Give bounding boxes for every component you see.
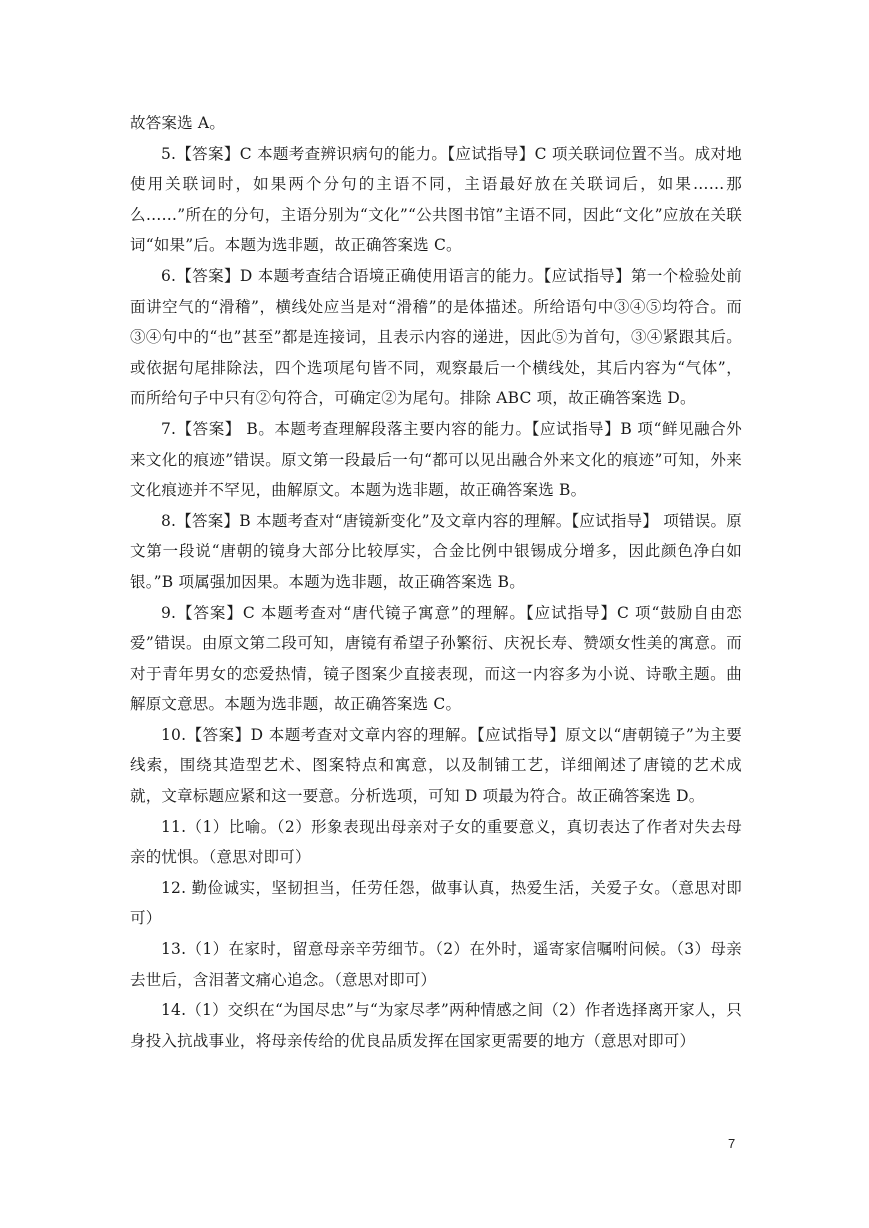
paragraph-answer-4-tail: 故答案选 A。 — [130, 114, 226, 132]
paragraph-answer-7: 7.【答案】 B。本题考查理解段落主要内容的能力。【应试指导】B 项“鲜见融合外来文化的痕迹”错误。原文第一段最后一句“都可以见出融合外来文化的痕迹”可知，外来文化痕迹并不罕见，曲解原文。本题为选非题，故正确答案选 B。 — [130, 419, 742, 500]
paragraph-answer-9: 9.【答案】C 本题考查对“唐代镜子寓意”的理解。【应试指导】C 项“鼓励自由恋爱”错误。由原文第二段可知，唐镜有希望子孙繁衍、庆祝长寿、赞颂女性美的寓意。而对于青年男女的恋爱热情，镜子图案少直接表现，而这一内容多为小说、诗歌主题。曲解原文意思。本题为选非题，故正确答案选 C。 — [130, 603, 742, 714]
paragraph-answer-11: 11.（1）比喻。（2）形象表现出母亲对子女的重要意义，真切表达了作者对失去母亲的忧惧。（意思对即可） — [130, 817, 742, 867]
paragraph-answer-14: 14.（1）交织在“为国尽忠”与“为家尽孝”两种情感之间（2）作者选择离开家人，只身投入抗战事业，将母亲传给的优良品质发挥在国家更需要的地方（意思对即可） — [130, 1001, 742, 1050]
page-number: 7 — [728, 1136, 736, 1151]
paragraph-answer-5: 5.【答案】C 本题考查辨识病句的能力。【应试指导】C 项关联词位置不当。成对地使用关联词时，如果两个分句的主语不同，主语最好放在关联词后，如果……那么……”所在的分句，主语分别为“文化”“公共图书馆”主语不同，因此“文化”应放在关联词“如果”后。本题为选非题，故正确答案选 C。 — [130, 144, 742, 255]
paragraph-answer-6: 6.【答案】D 本题考查结合语境正确使用语言的能力。【应试指导】第一个检验处前面讲空气的“滑稽”，横线处应当是对“滑稽”的是体描述。所给语句中③④⑤均符合。而③④句中的“也”甚至”都是连接词，且表示内容的递进，因此⑤为首句，③④紧跟其后。或依据句尾排除法，四个选项尾句皆不同，观察最后一个横线处，其后内容为“气体”，而所给句子中只有②句符合，可确定②为尾句。排除 ABC 项，故正确答案选 D。 — [130, 266, 742, 408]
paragraph-answer-8: 8.【答案】B 本题考查对“唐镜新变化”及文章内容的理解。【应试指导】 项错误。原文第一段说“唐朝的镜身大部分比较厚实，合金比例中银锡成分增多，因此颜色净白如银。”B 项属强加因果。本题为选非题，故正确答案选 B。 — [130, 511, 742, 591]
paragraph-answer-13: 13.（1）在家时，留意母亲辛劳细节。（2）在外时，遥寄家信嘱咐问候。（3）母亲去世后，含泪著文痛心追念。（意思对即可） — [130, 940, 742, 989]
answer-text-body — [130, 108, 742, 1056]
paragraph-answer-12: 12. 勤俭诚实，坚韧担当，任劳任怨，做事认真，热爱生活，关爱子女。（意思对即可） — [130, 878, 742, 928]
paragraph-answer-10: 10.【答案】D 本题考查对文章内容的理解。【应试指导】原文以“唐朝镜子”为主要线索，围绕其造型艺术、图案特点和寓意，以及制铺工艺，详细阐述了唐镜的艺术成就，文章标题应紧和这一要意。分析选项，可知 D 项最为符合。故正确答案选 D。 — [130, 725, 742, 806]
